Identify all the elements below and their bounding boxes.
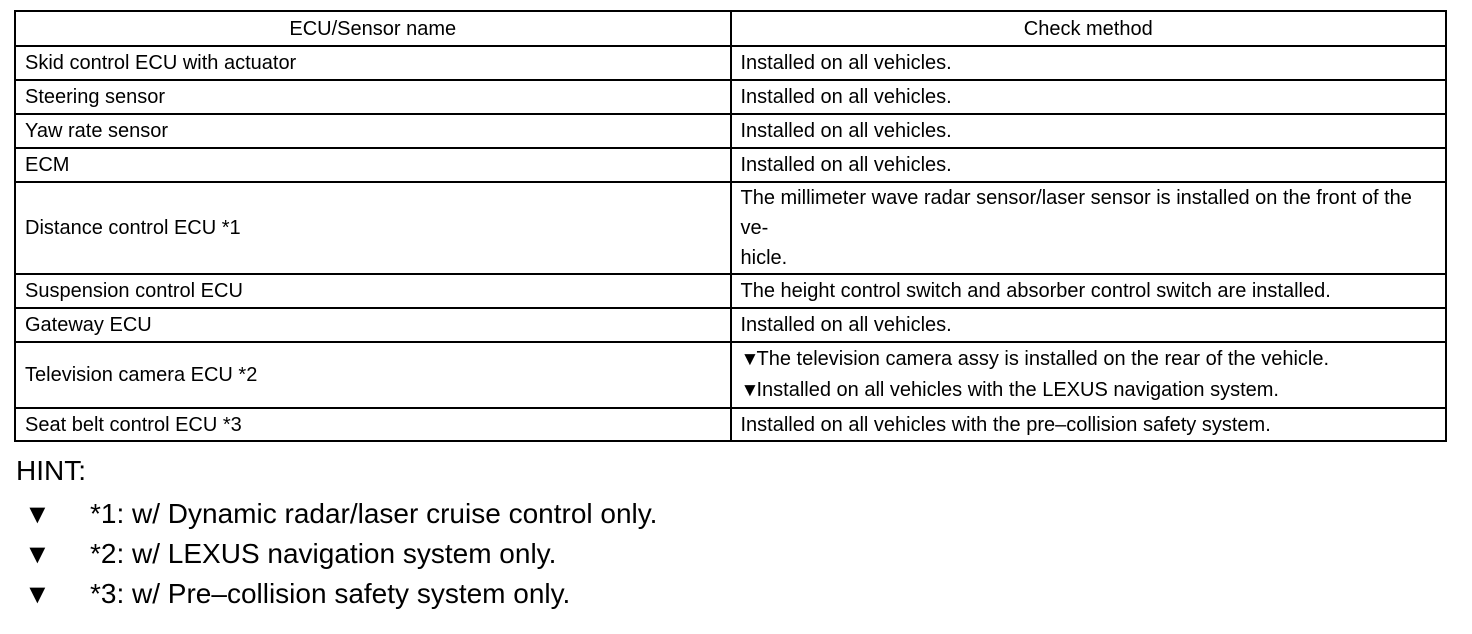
check-method-cell: Installed on all vehicles. [731,114,1447,148]
check-method-line [741,375,1437,406]
ecu-name-cell: Suspension control ECU [15,274,731,308]
down-triangle-bullet-icon: ▼ [24,539,51,569]
ecu-check-table [14,10,1447,442]
check-method-cell [731,342,1447,408]
check-method-cell: The height control switch and absorber control switch are installed. [731,274,1447,308]
hint-item [24,494,657,534]
hint-text: *3: w/ Pre–collision safety system only. [90,578,571,609]
table-row [15,46,1446,80]
check-method-cell [731,182,1447,274]
ecu-name-cell: ECM [15,148,731,182]
ecu-name-cell: Distance control ECU *1 [15,182,731,274]
table-row [15,308,1446,342]
check-method-line: The millimeter wave radar sensor/laser sensor is installed on the front of the ve- [740,187,1412,239]
table-row [15,114,1446,148]
check-method-line [741,344,1437,375]
check-method-cell: Installed on all vehicles. [731,80,1447,114]
ecu-name-cell: Television camera ECU *2 [15,342,731,408]
check-method-cell: Installed on all vehicles with the pre–collision safety system. [731,408,1447,441]
ecu-name-cell: Steering sensor [15,80,731,114]
down-triangle-bullet-icon: ▼ [740,349,760,370]
down-triangle-bullet-icon: ▼ [740,380,760,401]
column-header-ecu-name: ECU/Sensor name [15,11,731,46]
table-row [15,80,1446,114]
table-row [15,342,1446,408]
hint-text: *1: w/ Dynamic radar/laser cruise control only. [90,498,658,529]
hint-title: HINT: [16,455,86,486]
ecu-name-cell: Seat belt control ECU *3 [15,408,731,441]
down-triangle-bullet-icon: ▼ [24,579,51,609]
table-row [15,148,1446,182]
hint-list [24,494,657,614]
check-method-text: Installed on all vehicles with the LEXUS navigation system. [756,379,1279,401]
column-header-check-method: Check method [731,11,1447,46]
check-method-cell: Installed on all vehicles. [731,308,1447,342]
table-header-row [15,11,1446,46]
ecu-name-cell: Skid control ECU with actuator [15,46,731,80]
table-row [15,408,1446,441]
ecu-name-cell: Gateway ECU [15,308,731,342]
table-row [15,182,1446,274]
hint-text: *2: w/ LEXUS navigation system only. [90,538,557,569]
check-method-cell: Installed on all vehicles. [731,46,1447,80]
ecu-name-cell: Yaw rate sensor [15,114,731,148]
table-row [15,274,1446,308]
check-method-cell: Installed on all vehicles. [731,148,1447,182]
hint-item [24,574,657,614]
hint-item [24,534,657,574]
down-triangle-bullet-icon: ▼ [24,499,51,529]
check-method-line: hicle. [740,247,788,269]
check-method-text: The television camera assy is installed on the rear of the vehicle. [756,348,1330,370]
